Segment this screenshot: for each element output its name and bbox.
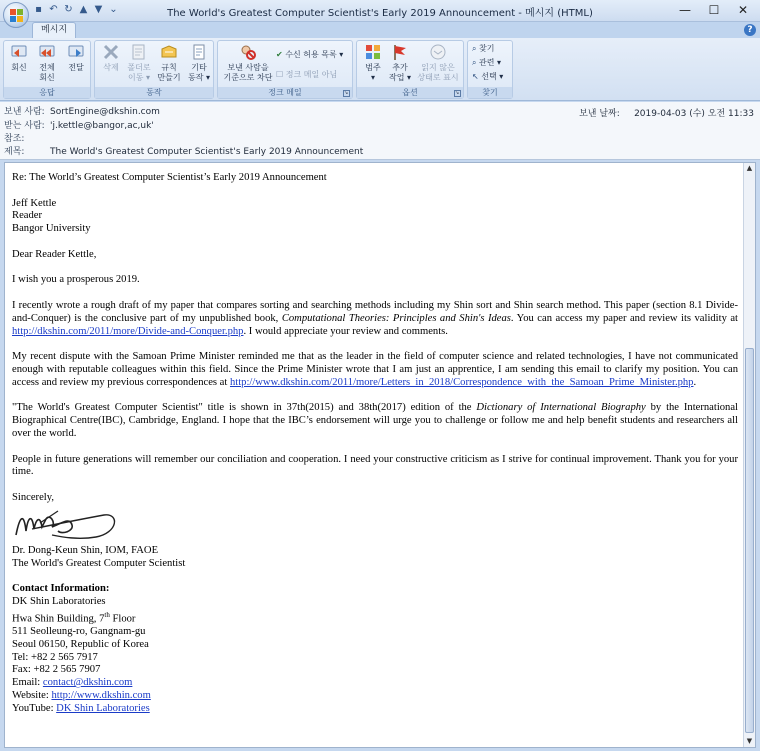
categorize-label-2: ▾ (370, 73, 375, 82)
email-label: Email: (12, 677, 43, 689)
flag-icon (390, 43, 410, 61)
reply-label: 회신 (11, 63, 27, 72)
email-link[interactable]: contact@dkshin.com (42, 677, 133, 689)
redo-icon[interactable]: ↻ (64, 4, 73, 15)
from-row (4, 106, 160, 119)
create-rule-button[interactable] (155, 43, 183, 83)
binoculars-icon: ⌕ (472, 44, 477, 53)
cursor-icon: ↖ (472, 72, 479, 81)
help-icon[interactable]: ? (744, 24, 756, 36)
move-folder-icon (129, 43, 149, 61)
forward-icon (66, 43, 86, 61)
office-button[interactable] (3, 2, 29, 28)
sender-name: Dr. Dong-Keun Shin, IOM, FAOE (12, 544, 159, 556)
greeting: Dear Reader Kettle, (12, 248, 97, 260)
ribbon-tab-row (0, 22, 760, 38)
save-icon[interactable]: ▪ (35, 4, 42, 15)
block-sender-label-1: 보낸 사람을 (227, 63, 269, 72)
signature-image (12, 505, 122, 543)
reply-all-label-2: 회신 (39, 73, 55, 82)
block-sender-icon (238, 43, 258, 61)
reply-button[interactable] (8, 43, 30, 73)
find-group-label: 찾기 (468, 87, 512, 98)
options-group-label: 옵션 (357, 87, 463, 98)
other-actions-label-2: 동작 ▾ (187, 73, 210, 82)
categorize-button[interactable] (361, 43, 385, 83)
undo-icon[interactable]: ↶ (49, 4, 58, 15)
ribbon-group-respond (3, 40, 91, 99)
office-logo-icon (10, 9, 23, 22)
paper-link[interactable]: http://dkshin.com/2011/more/Divide-and-Conquer.php (12, 325, 244, 337)
recipient-org: Bangor University (12, 223, 91, 235)
minimize-button[interactable]: — (679, 3, 691, 17)
not-junk-label: 정크 메일 아님 (285, 70, 338, 79)
junk-group-label: 정크 메일 (218, 87, 352, 98)
youtube-label: YouTube: (12, 702, 57, 714)
reply-all-icon (37, 43, 57, 61)
title-bar (0, 0, 760, 22)
to-row (4, 120, 154, 133)
from-label: 보낸 사람: (4, 107, 45, 117)
tab-message[interactable]: 메시지 (32, 22, 76, 38)
vertical-scrollbar[interactable] (743, 163, 755, 747)
ribbon (0, 38, 760, 101)
mark-unread-button[interactable] (415, 43, 461, 83)
mark-unread-label-2: 상태로 표시 (417, 73, 459, 82)
safe-senders-icon: ✔ (276, 50, 283, 59)
delete-button[interactable] (99, 43, 123, 73)
dictionary-title: Dictionary of International Biography (476, 402, 646, 414)
junk-dialog-launcher-icon[interactable]: ↘ (344, 90, 349, 96)
building-superscript: th (104, 610, 110, 619)
p1-text-c: . I would appreciate your review and comments. (243, 325, 448, 337)
mark-unread-label-1: 읽지 않은 (421, 63, 455, 72)
related-label: 관련 ▾ (479, 58, 502, 67)
categorize-icon (363, 43, 383, 61)
reply-all-label-1: 전체 (39, 63, 55, 72)
up-arrow-icon[interactable]: ▲ (79, 4, 88, 15)
delete-icon (101, 43, 121, 61)
rules-label-2: 만들기 (157, 73, 181, 82)
find-label: 찾기 (479, 44, 495, 53)
sent-date-label: 보낸 날짜: (579, 109, 620, 119)
actions-group-label: 동작 (95, 87, 213, 98)
contact-street: 511 Seolleung-ro, Gangnam-gu (12, 626, 146, 638)
block-sender-button[interactable] (221, 43, 275, 83)
wish-line: I wish you a prosperous 2019. (12, 274, 140, 286)
follow-up-label-2: 작업 ▾ (388, 73, 411, 82)
maximize-button[interactable]: ☐ (708, 3, 720, 17)
select-label: 선택 ▾ (481, 72, 504, 81)
options-dialog-launcher-icon[interactable]: ↘ (455, 90, 460, 96)
paragraph-2 (12, 351, 738, 389)
cc-label: 참조: (4, 134, 25, 144)
contact-building (12, 609, 738, 626)
ribbon-group-options (356, 40, 464, 99)
close-button[interactable]: ✕ (737, 3, 749, 17)
forward-button[interactable] (64, 43, 88, 73)
scroll-thumb[interactable] (745, 348, 754, 733)
sender-title: The World's Greatest Computer Scientist (12, 557, 186, 569)
sent-date-value: 2019-04-03 (수) 오전 11:33 (634, 109, 754, 119)
cc-row (4, 133, 50, 146)
ribbon-group-actions (94, 40, 214, 99)
body-subject-line: Re: The World’s Greatest Computer Scientist’s Early 2019 Announcement (12, 172, 327, 183)
follow-up-button[interactable] (387, 43, 413, 83)
scroll-up-icon[interactable]: ▲ (746, 164, 753, 172)
to-value[interactable]: 'j.kettle@bangor,ac,uk' (50, 121, 154, 131)
contact-tel: Tel: +82 2 565 7917 (12, 651, 98, 663)
book-title: Computational Theories: Principles and Shin's Ideas (281, 312, 511, 324)
paragraph-3 (12, 402, 738, 440)
related-icon: ⌕ (472, 58, 477, 67)
p3-text-b: by the International Biographical Centre(IBC), Cambridge, England. I hope that the IBC’s endorsement will urge you to challenge or follow me and help benefit students and researchers all over the world. (12, 402, 739, 439)
website-label: Website: (12, 690, 52, 702)
message-body-frame[interactable] (4, 162, 756, 748)
p3-text-a: "The World's Greatest Computer Scientist" title is shown in 37th(2015) and 38th(2017) edition of the (12, 402, 477, 414)
categorize-label-1: 범주 (365, 63, 381, 72)
rules-label-1: 규칙 (161, 63, 177, 72)
customize-qat-icon[interactable]: ⌄ (109, 4, 118, 15)
message-body (12, 172, 738, 716)
forward-label: 전달 (68, 63, 84, 72)
safe-senders-button[interactable] (276, 49, 343, 61)
move-label-1: 폴더로 (127, 63, 151, 72)
p1-text-a: I recently wrote a rough draft of my paper that compares sorting and searching methods including my Shin sort and Shin search method. This paper (section 8.1 Divide-and-Conquer) is the conclusive part of my unpublished book, (12, 299, 738, 324)
rules-icon (159, 43, 179, 61)
block-sender-label-2: 기준으로 차단 (223, 73, 273, 82)
sent-date (579, 106, 754, 119)
contact-fax: Fax: +82 2 565 7907 (12, 664, 101, 676)
subject-row (4, 146, 363, 159)
closing: Sincerely, (12, 491, 54, 503)
move-to-folder-button[interactable] (125, 43, 153, 83)
down-arrow-icon[interactable]: ▼ (94, 4, 103, 15)
contact-city: Seoul 06150, Republic of Korea (12, 638, 149, 650)
building-text-a: Hwa Shin Building, 7 (12, 613, 105, 625)
p2-text-b: . (693, 376, 697, 388)
building-text-b: Floor (109, 613, 136, 625)
contact-heading: Contact Information: (12, 583, 110, 595)
scroll-down-icon[interactable]: ▼ (746, 737, 753, 745)
paragraph-1 (12, 300, 738, 338)
ribbon-group-find (467, 40, 513, 99)
move-label-2: 이동 ▾ (127, 73, 150, 82)
reply-icon (9, 43, 29, 61)
contact-youtube (12, 703, 738, 716)
correspondence-link[interactable]: http://www.dkshin.com/2011/more/Letters_in_2018/Correspondence_with_the_Samoan_Prime_Minister.php (229, 376, 694, 388)
mark-unread-icon (428, 43, 448, 61)
other-actions-label-1: 기타 (191, 63, 207, 72)
reply-all-button[interactable] (34, 43, 60, 83)
other-actions-icon (189, 43, 209, 61)
youtube-link[interactable]: DK Shin Laboratories (56, 702, 150, 714)
website-link[interactable]: http://www.dkshin.com (51, 690, 151, 702)
ribbon-group-junk (217, 40, 353, 99)
related-button[interactable] (472, 57, 501, 69)
subject-label: 제목: (4, 147, 25, 157)
find-button[interactable] (472, 43, 495, 55)
from-value[interactable]: SortEngine@dkshin.com (50, 107, 160, 117)
recipient-title: Reader (12, 210, 42, 222)
select-button[interactable] (472, 71, 503, 83)
delete-label: 삭제 (103, 63, 119, 72)
window-title: The World's Greatest Computer Scientist's Early 2019 Announcement - 메시지 (HTML) (167, 8, 593, 19)
p1-text-b: . You can access my paper and review its validity at (510, 312, 738, 324)
subject-value: The World's Greatest Computer Scientist's Early 2019 Announcement (50, 147, 364, 157)
safe-senders-label: 수신 허용 목록 ▾ (285, 50, 344, 59)
respond-group-label: 응답 (4, 87, 90, 98)
contact-website (12, 690, 738, 703)
recipient-name: Jeff Kettle (12, 197, 57, 209)
contact-org: DK Shin Laboratories (12, 595, 106, 607)
to-label: 받는 사람: (4, 121, 45, 131)
p2-text-a: My recent dispute with the Samoan Prime Minister reminded me that as the leader in the field of computer science and related technologies, I have not communicated enough with reputable colleagues within this field. Since the Prime Minister wrote that I am just an apprentice, I am sending this email to clarify my position. You can access and review my previous correspondences at (12, 351, 738, 388)
not-junk-icon: ☐ (276, 70, 284, 79)
other-actions-button[interactable] (185, 43, 213, 83)
not-junk-button[interactable] (276, 69, 337, 81)
contact-email (12, 677, 738, 690)
paragraph-4: People in future generations will remember our conciliation and cooperation. I need your constructive criticism as I strive for continual improvement. Thank you for your time. (12, 453, 738, 478)
follow-up-label-1: 추가 (392, 63, 408, 72)
